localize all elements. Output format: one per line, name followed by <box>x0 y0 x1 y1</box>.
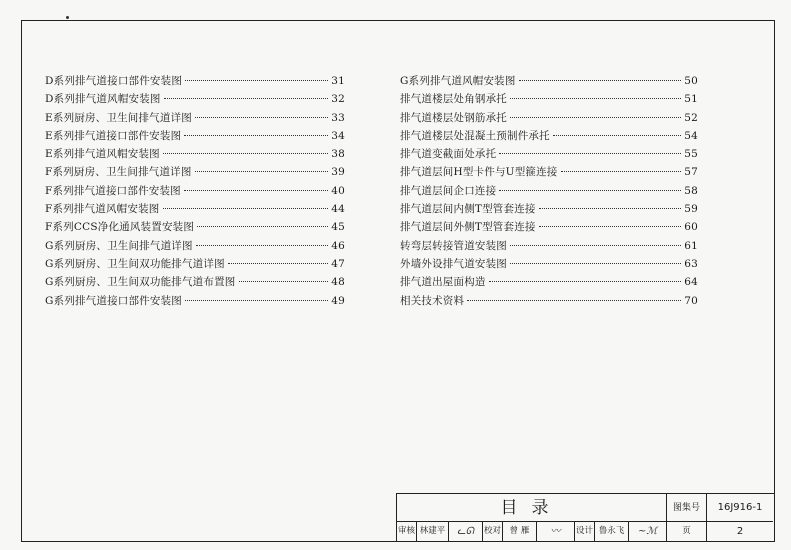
toc-entry[interactable] <box>400 273 698 291</box>
toc-entry[interactable] <box>400 200 698 218</box>
toc-entry-title: 转弯层转接管道安装图 <box>400 239 507 252</box>
leader-dots <box>197 226 328 227</box>
toc-entry-title: G系列排气道风帽安装图 <box>400 75 516 87</box>
proofer-signature: 〰 <box>537 522 575 541</box>
toc-entry-page: 33 <box>331 111 345 124</box>
toc-entry-title: D系列排气道接口部件安装图 <box>45 75 183 87</box>
leader-dots <box>164 98 329 99</box>
leader-dots <box>510 245 681 246</box>
leader-dots <box>539 226 682 227</box>
toc-entry-page: 40 <box>331 184 345 197</box>
toc-entry-title: 排气道变截面处承托 <box>400 148 497 161</box>
toc-entry-title: G系列排气道接口部件安装图 <box>45 294 182 307</box>
toc-entry[interactable] <box>400 90 698 108</box>
leader-dots <box>519 80 682 81</box>
toc-entry-page: 51 <box>684 93 698 106</box>
toc-entry-page: 52 <box>684 111 698 124</box>
toc-entry-page: 32 <box>331 93 345 106</box>
toc-entry[interactable] <box>400 255 698 273</box>
toc-entry[interactable] <box>45 292 345 310</box>
atlas-no-label: 图集号 <box>667 494 707 522</box>
toc-entry[interactable] <box>45 273 345 291</box>
leader-dots <box>184 135 328 136</box>
toc-entry-title: E系列厨房、卫生间排气道详图 <box>45 111 192 124</box>
toc-entry[interactable] <box>400 182 698 200</box>
toc-entry-page: 63 <box>684 257 698 270</box>
toc-entry-title: 相关技术资料 <box>400 294 465 307</box>
toc-entry[interactable] <box>400 218 698 236</box>
toc-entry[interactable] <box>400 127 698 145</box>
leader-dots <box>184 190 328 191</box>
leader-dots <box>228 263 328 264</box>
leader-dots <box>195 171 329 172</box>
registration-dot <box>66 16 69 19</box>
toc-entry-page: 58 <box>684 184 698 197</box>
leader-dots <box>239 281 329 282</box>
toc-entry-title: 排气道层间内侧T型管套连接 <box>400 203 536 216</box>
leader-dots <box>163 208 329 209</box>
toc-entry-title: 排气道楼层处混凝土预制件承托 <box>400 129 550 142</box>
toc-entry[interactable] <box>400 163 698 181</box>
toc-entry[interactable] <box>45 109 345 127</box>
toc-entry-page: 54 <box>684 129 698 142</box>
toc-entry[interactable] <box>400 109 698 127</box>
toc-entry-page: 60 <box>684 221 698 234</box>
toc-entry-page: 38 <box>331 148 345 161</box>
toc-entry[interactable] <box>45 72 345 90</box>
toc-entry-title: F系列排气道接口部件安装图 <box>45 184 181 197</box>
toc-entry-title: 排气道楼层处钢筋承托 <box>400 111 507 124</box>
leader-dots <box>499 190 681 191</box>
toc-entry-title: 排气道出屋面构造 <box>400 276 486 289</box>
leader-dots <box>195 117 328 118</box>
leader-dots <box>553 135 681 136</box>
toc-entry-title: 排气道层间H型卡件与U型箍连接 <box>400 166 558 179</box>
toc-entry[interactable] <box>400 145 698 163</box>
leader-dots <box>163 153 328 154</box>
toc-entry-page: 57 <box>684 166 698 179</box>
toc-entry-page: 46 <box>331 239 345 252</box>
toc-entry-page: 55 <box>684 148 698 161</box>
toc-entry-page: 70 <box>684 294 698 307</box>
toc-entry[interactable] <box>45 90 345 108</box>
leader-dots <box>539 208 682 209</box>
leader-dots <box>185 80 328 81</box>
toc-entry-page: 48 <box>331 276 345 289</box>
toc-entry-title: 排气道层间企口连接 <box>400 184 497 197</box>
leader-dots <box>561 171 682 172</box>
toc-entry-page: 64 <box>684 276 698 289</box>
toc-entry-title: F系列厨房、卫生间排气道详图 <box>45 166 192 179</box>
toc-entry-page: 44 <box>331 203 345 216</box>
leader-dots <box>196 245 329 246</box>
toc-entry-page: 50 <box>684 75 698 87</box>
atlas-no: 16J916-1 <box>707 494 773 522</box>
toc-entry-title: G系列厨房、卫生间双功能排气道布置图 <box>45 276 236 289</box>
leader-dots <box>467 300 681 301</box>
leader-dots <box>510 117 681 118</box>
toc-entry[interactable] <box>45 237 345 255</box>
signature-row <box>397 522 774 541</box>
proof-label: 校对 <box>483 522 503 541</box>
toc-left-column <box>45 72 345 310</box>
toc-entry-title: F系列CCS净化通风装置安装图 <box>45 221 195 234</box>
toc-entry[interactable] <box>400 72 698 90</box>
leader-dots <box>185 300 328 301</box>
reviewer-name: 林建平 <box>417 522 449 541</box>
toc-entry-page: 49 <box>331 294 345 307</box>
toc-right-column <box>400 72 698 310</box>
toc-entry[interactable] <box>45 127 345 145</box>
toc-entry[interactable] <box>45 218 345 236</box>
toc-entry-page: 59 <box>684 203 698 216</box>
leader-dots <box>499 153 681 154</box>
toc-entry[interactable] <box>45 255 345 273</box>
toc-entry-title: G系列厨房、卫生间双功能排气道详图 <box>45 257 225 270</box>
sheet-title: 目录 <box>397 494 667 522</box>
design-label: 设计 <box>575 522 595 541</box>
reviewer-signature: ᓚᘏ <box>449 522 483 541</box>
toc-entry[interactable] <box>45 182 345 200</box>
toc-entry-title: D系列排气道风帽安装图 <box>45 93 161 106</box>
leader-dots <box>489 281 682 282</box>
toc-entry[interactable] <box>400 292 698 310</box>
leader-dots <box>510 98 681 99</box>
page-label: 页 <box>667 522 707 541</box>
toc-entry-page: 31 <box>331 75 345 87</box>
toc-entry[interactable] <box>45 163 345 181</box>
toc-entry-page: 61 <box>684 239 698 252</box>
toc-entry-title: 排气道楼层处角钢承托 <box>400 93 507 106</box>
toc-entry[interactable] <box>45 200 345 218</box>
leader-dots <box>510 263 681 264</box>
toc-entry[interactable] <box>400 237 698 255</box>
toc-entry-page: 39 <box>331 166 345 179</box>
toc-entry-title: E系列排气道风帽安装图 <box>45 148 160 161</box>
toc-entry-title: 外墙外设排气道安装图 <box>400 257 507 270</box>
designer-signature: ~ℳ <box>629 522 667 541</box>
toc-entry-page: 45 <box>331 221 345 234</box>
page-number: 2 <box>736 526 744 537</box>
designer-name: 鲁永飞 <box>595 522 629 541</box>
toc-entry-page: 34 <box>331 129 345 142</box>
toc-entry-title: 排气道层间外侧T型管套连接 <box>400 221 536 234</box>
toc-entry-page: 47 <box>331 257 345 270</box>
review-label: 审核 <box>397 522 417 541</box>
proofer-name: 曾 雁 <box>503 522 537 541</box>
title-block <box>396 493 775 542</box>
toc-entry-title: F系列排气道风帽安装图 <box>45 203 160 216</box>
toc-entry[interactable] <box>45 145 345 163</box>
toc-entry-title: E系列排气道接口部件安装图 <box>45 129 182 142</box>
toc-entry-title: G系列厨房、卫生间排气道详图 <box>45 239 193 252</box>
